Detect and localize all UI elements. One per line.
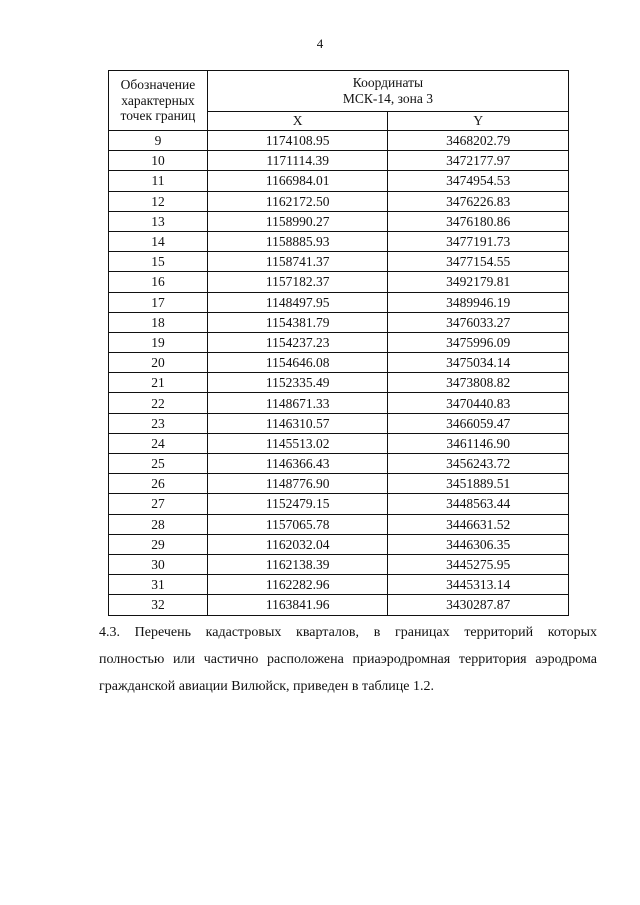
x-cell: 1162282.96: [207, 575, 388, 595]
y-cell: 3451889.51: [388, 474, 569, 494]
point-cell: 11: [109, 171, 208, 191]
table-row: [109, 575, 569, 595]
point-cell: 27: [109, 494, 208, 514]
y-cell: 3430287.87: [388, 595, 569, 615]
point-cell: 26: [109, 474, 208, 494]
table-row: [109, 211, 569, 231]
y-cell: 3445313.14: [388, 575, 569, 595]
header-y: Y: [388, 112, 569, 131]
y-cell: 3475996.09: [388, 332, 569, 352]
table-row: [109, 312, 569, 332]
header-coords-line: Координаты: [352, 75, 424, 90]
point-cell: 22: [109, 393, 208, 413]
y-cell: 3446631.52: [388, 514, 569, 534]
x-cell: 1158885.93: [207, 231, 388, 251]
point-cell: 20: [109, 353, 208, 373]
y-cell: 3456243.72: [388, 454, 569, 474]
point-cell: 18: [109, 312, 208, 332]
table-row: [109, 292, 569, 312]
table-row: [109, 332, 569, 352]
x-cell: 1154381.79: [207, 312, 388, 332]
point-cell: 23: [109, 413, 208, 433]
paragraph-line: 4.3. Перечень кадастровых кварталов, в границах территорий которых: [99, 625, 597, 640]
y-cell: 3475034.14: [388, 353, 569, 373]
table-row: [109, 272, 569, 292]
point-cell: 21: [109, 373, 208, 393]
y-cell: 3477154.55: [388, 252, 569, 272]
point-cell: 13: [109, 211, 208, 231]
header-points-line: характерных: [121, 92, 195, 108]
x-cell: 1146366.43: [207, 454, 388, 474]
table-body: [109, 131, 569, 616]
point-cell: 14: [109, 231, 208, 251]
point-cell: 25: [109, 454, 208, 474]
table-row: [109, 433, 569, 453]
table-row: [109, 554, 569, 574]
table-row: [109, 252, 569, 272]
x-cell: 1148497.95: [207, 292, 388, 312]
y-cell: 3466059.47: [388, 413, 569, 433]
header-points-line: точек границ: [120, 108, 196, 124]
y-cell: 3474954.53: [388, 171, 569, 191]
table-row: [109, 595, 569, 615]
page-number: 4: [316, 36, 324, 51]
point-cell: 19: [109, 332, 208, 352]
x-cell: 1162138.39: [207, 554, 388, 574]
x-cell: 1171114.39: [207, 151, 388, 171]
point-cell: 30: [109, 554, 208, 574]
table-row: [109, 191, 569, 211]
y-cell: 3476226.83: [388, 191, 569, 211]
paragraph-cadastral-quarters: [99, 619, 597, 700]
table-row: [109, 353, 569, 373]
y-cell: 3445275.95: [388, 554, 569, 574]
y-cell: 3477191.73: [388, 231, 569, 251]
header-coords-line: МСК-14, зона 3: [342, 91, 433, 106]
coordinates-table: [108, 70, 569, 616]
header-coordinates: [207, 71, 568, 112]
x-cell: 1146310.57: [207, 413, 388, 433]
table-row: [109, 131, 569, 151]
table-row: [109, 393, 569, 413]
point-cell: 9: [109, 131, 208, 151]
point-cell: 10: [109, 151, 208, 171]
y-cell: 3468202.79: [388, 131, 569, 151]
point-cell: 29: [109, 534, 208, 554]
x-cell: 1154237.23: [207, 332, 388, 352]
x-cell: 1158741.37: [207, 252, 388, 272]
y-cell: 3461146.90: [388, 433, 569, 453]
x-cell: 1162172.50: [207, 191, 388, 211]
x-cell: 1158990.27: [207, 211, 388, 231]
table-row: [109, 494, 569, 514]
header-points-line: Обозначение: [120, 77, 196, 93]
table-row: [109, 373, 569, 393]
table-row: [109, 514, 569, 534]
table-row: [109, 231, 569, 251]
point-cell: 15: [109, 252, 208, 272]
table-row: [109, 534, 569, 554]
table-row: [109, 171, 569, 191]
point-cell: 32: [109, 595, 208, 615]
table-row: [109, 454, 569, 474]
point-cell: 24: [109, 433, 208, 453]
y-cell: 3489946.19: [388, 292, 569, 312]
paragraph-line: гражданской авиации Вилюйск, приведен в таблице 1.2.: [99, 679, 434, 694]
table-row: [109, 413, 569, 433]
x-cell: 1148671.33: [207, 393, 388, 413]
y-cell: 3492179.81: [388, 272, 569, 292]
x-cell: 1166984.01: [207, 171, 388, 191]
x-cell: 1152479.15: [207, 494, 388, 514]
y-cell: 3476033.27: [388, 312, 569, 332]
point-cell: 16: [109, 272, 208, 292]
y-cell: 3470440.83: [388, 393, 569, 413]
x-cell: 1157065.78: [207, 514, 388, 534]
table-row: [109, 474, 569, 494]
x-cell: 1162032.04: [207, 534, 388, 554]
y-cell: 3476180.86: [388, 211, 569, 231]
x-cell: 1163841.96: [207, 595, 388, 615]
y-cell: 3472177.97: [388, 151, 569, 171]
header-boundary-points: [109, 71, 208, 131]
x-cell: 1174108.95: [207, 131, 388, 151]
y-cell: 3446306.35: [388, 534, 569, 554]
x-cell: 1148776.90: [207, 474, 388, 494]
x-cell: 1152335.49: [207, 373, 388, 393]
point-cell: 31: [109, 575, 208, 595]
y-cell: 3473808.82: [388, 373, 569, 393]
x-cell: 1154646.08: [207, 353, 388, 373]
x-cell: 1145513.02: [207, 433, 388, 453]
x-cell: 1157182.37: [207, 272, 388, 292]
table-row: [109, 151, 569, 171]
point-cell: 28: [109, 514, 208, 534]
header-x: X: [207, 112, 388, 131]
y-cell: 3448563.44: [388, 494, 569, 514]
point-cell: 12: [109, 191, 208, 211]
point-cell: 17: [109, 292, 208, 312]
paragraph-line: полностью или частично расположена приаэродромная территория аэродрома: [99, 652, 597, 667]
